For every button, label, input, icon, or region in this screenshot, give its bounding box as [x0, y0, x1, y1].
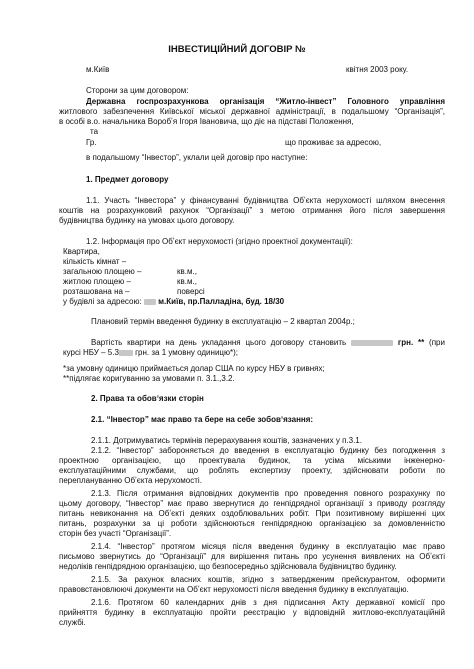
clause-2-1-2-line: експлуатаційними службами, що роблять експертизу проекту, здійснювати роботи по: [59, 466, 445, 475]
document-title: ІНВЕСТИЦІЙНИЙ ДОГОВІР №: [168, 44, 306, 55]
object-apartment: Квартира,: [63, 247, 100, 256]
footnote-2: **підлягає коригуванню за умовами п. 3.1.,3.2.: [63, 374, 235, 383]
clause-1-1-line: будівництва будинку на умовах цього договору.: [59, 216, 235, 225]
object-living-area-unit: кв.м.,: [177, 277, 197, 286]
clause-2-1-3-line: 2.1.3. Після отримання відповідних документів про проведення повного розрахунку по: [91, 489, 445, 498]
object-total-area-unit: кв.м.,: [177, 267, 197, 276]
clause-2-1-3-line: питань невиконання на Обʼєкті деяких оздоблювальних робіт. При позитивному вирішенні цих: [59, 509, 445, 518]
planned-completion: Плановий термін введення будинку в експлуатацію – 2 квартал 2004р.;: [91, 317, 355, 326]
object-floor-unit: поверсі: [177, 287, 205, 296]
clause-2-1-3-line: питань, розрахунки за ці роботи здійснюються генпідрядною організацією за домовленністю: [59, 519, 445, 528]
clause-2-1-2-line: переплануванню Обʼєкта нерухомості.: [59, 476, 202, 485]
contract-city: м.Київ: [86, 65, 110, 74]
clause-2-1-5-line: правовстановлюючі документи на Обʼєкт нерухомості після введення будинку в експлуатацію.: [59, 585, 409, 594]
parties-intro: Сторони за цим договором:: [86, 86, 189, 95]
object-living-area-label: житлою площею –: [63, 277, 131, 286]
object-floor-label: розташована на –: [63, 287, 130, 296]
clause-2-1-1: 2.1.1. Дотримуватись термінів перерахування коштів, зазначених у п.3.1.: [91, 436, 362, 445]
clause-2-1-6-line: службі.: [59, 618, 86, 627]
clause-2-1-4-line: недоліків генпідрядною організацією, що безпосередньо здійснювала будівництво будинку.: [59, 562, 397, 571]
object-rooms: кількість кімнат –: [63, 257, 127, 266]
clause-2-1-6-line: прийняття будинку в експлуатацію пройти реєстрацію у відповідній житлово-експлуатаційній: [59, 608, 445, 617]
clause-1-1-line: коштів на розрахунковий рахунок “Організації” з метою отримання його після завершення: [59, 206, 445, 215]
clause-2-1-6-line: 2.1.6. Протягом 60 календарних днів з дня підписання Акту державної комісії про: [91, 598, 445, 607]
clause-2-1-3-line: цьому договору, “Інвестор” має право звернутися до генпідрядної організації з приводу розгляду: [59, 499, 445, 508]
party2-investor: в подальшому “Інвестор”, уклали цей договір про наступне:: [86, 153, 308, 162]
object-total-area-label: загальною площею –: [63, 267, 142, 276]
section-1-heading: 1. Предмет договору: [86, 175, 169, 184]
exchange-rate-line: курсі НБУ – 5.3 грн. за 1 умовну одиницю*);: [63, 348, 238, 357]
clause-2-1-2-line: 2.1.2. “Інвестор” забороняється до введення в експлуатацію будинку без погодження з: [91, 446, 445, 455]
clause-2-1-4-line: 2.1.4. “Інвестор” протягом місяця після введення будинку в експлуатацію має право: [91, 542, 445, 551]
section-2-heading: 2. Права та обовʼязки сторін: [91, 394, 204, 403]
party2-citizen: Гр.: [86, 138, 97, 147]
party2-and: та: [90, 127, 99, 136]
party1-line: Державна госпрозрахункова організація “Житло-інвест” Головного управління: [86, 97, 445, 106]
contract-date: квітня 2003 року.: [346, 65, 409, 74]
clause-2-1-3-line: сторін без участі “Організації”.: [59, 529, 172, 538]
clause-1-2-intro: 1.2. Інформація про Обʼєкт нерухомості (згідно проектної документації):: [86, 237, 353, 246]
party1-line: житлового забезпечення Київської міської державної адміністрації, в подальшому “Організація”,: [59, 107, 445, 116]
object-address: у будівлі за адресою: м.Київ, пр.Палладіна, буд. 18/30: [63, 297, 285, 306]
apartment-cost-line: Вартість квартири на день укладання цього договору становить грн. ** (при: [91, 338, 445, 347]
clause-2-1-2-line: проектною організацією, що проектувала будинок, та усіма міськими інженерно-: [59, 456, 445, 465]
clause-2-1-5-line: 2.1.5. За рахунок власних коштів, згідно з затвердженим прейскурантом, оформити: [91, 575, 445, 584]
party2-address: що проживає за адресою,: [285, 138, 382, 147]
clause-1-1-line: 1.1. Участь “Інвестора” у фінансуванні будівництва Обʼєкта нерухомості шляхом внесення: [86, 196, 445, 205]
section-2-1-heading: 2.1. “Інвестор” має право та бере на себе зобовʼязання:: [91, 415, 314, 424]
footnote-1: *за умовну одиницю приймається долар США по курсу НБУ в гривнях;: [63, 364, 325, 373]
party1-line: в особі в.о. начальника Воробʼя Ігоря Івановича, що діє на підставі Положення,: [59, 117, 354, 126]
clause-2-1-4-line: письмово звернутись до “Організації” для вирішення питань про усунення виявлених на Обʼєкті: [59, 552, 445, 561]
